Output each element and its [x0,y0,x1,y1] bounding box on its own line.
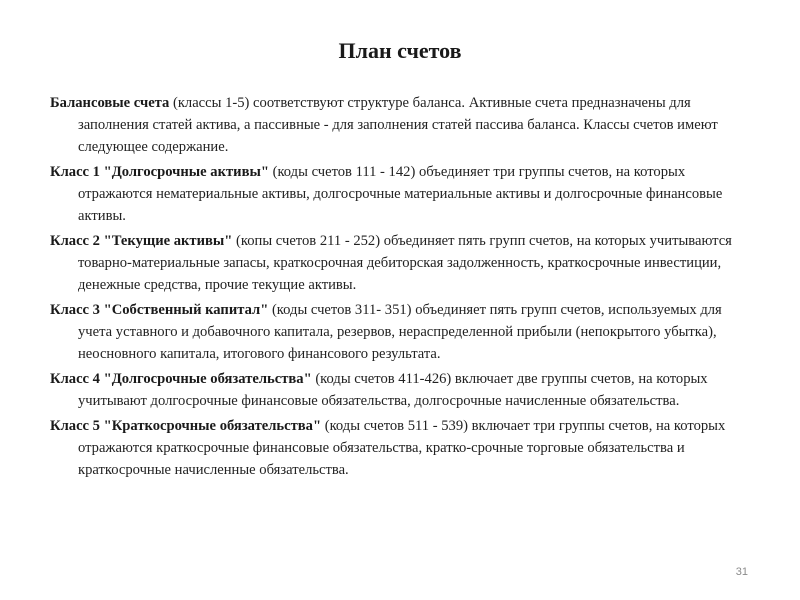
paragraph-text: (коды счетов 111 - 142) объединяет три группы счетов, на которых отражаются нематериальные активы, долгосрочные материальные активы и долгосрочные финансовые активы. [78,164,723,224]
paragraph-heading: Класс 3 "Собственный капитал" [50,302,269,318]
paragraph-class-3 [50,299,755,365]
paragraph-text: (коды счетов 411-426) включает две группы счетов, на которых учитывают долгосрочные финансовые обязательства, долгосрочные начисленные обязательства. [78,371,708,409]
paragraph-class-2 [50,230,755,296]
paragraph-balance-accounts [50,92,755,158]
paragraph-heading: Балансовые счета [50,95,170,111]
paragraph-heading: Класс 2 "Текущие активы" [50,233,233,249]
paragraph-text: (классы 1-5) соответствуют структуре баланса. Активные счета предназначены для заполнения статей актива, а пассивные - для заполнения статей пассива баланса. Классы счетов имеют следующее содержание. [78,95,718,155]
paragraph-text: (копы счетов 211 - 252) объединяет пять групп счетов, на которых учитываются товарно-материальные запасы, краткосрочная дебиторская задолженность, краткосрочные инвестиции, денежные средства, прочие текущие активы. [78,233,732,293]
page-number: 31 [735,566,748,578]
slide-content [50,92,755,484]
slide-title: План счетов [338,38,462,63]
paragraph-class-4 [50,368,755,412]
paragraph-heading: Класс 4 "Долгосрочные обязательства" [50,371,312,387]
paragraph-heading: Класс 5 "Краткосрочные обязательства" [50,418,322,434]
paragraph-class-1 [50,161,755,227]
paragraph-class-5 [50,415,755,481]
paragraph-text: (коды счетов 311- 351) объединяет пять групп счетов, используемых для учета уставного и добавочного капитала, резервов, нераспределенной прибыли (непокрытого убытка), неосновного капитала, итогового финансового результата. [78,302,722,362]
paragraph-text: (коды счетов 511 - 539) включает три группы счетов, на которых отражаются краткосрочные финансовые обязательства, кратко-срочные торговые обязательства и краткосрочные начисленные обязательства. [78,418,726,478]
paragraph-heading: Класс 1 "Долгосрочные активы" [50,164,269,180]
